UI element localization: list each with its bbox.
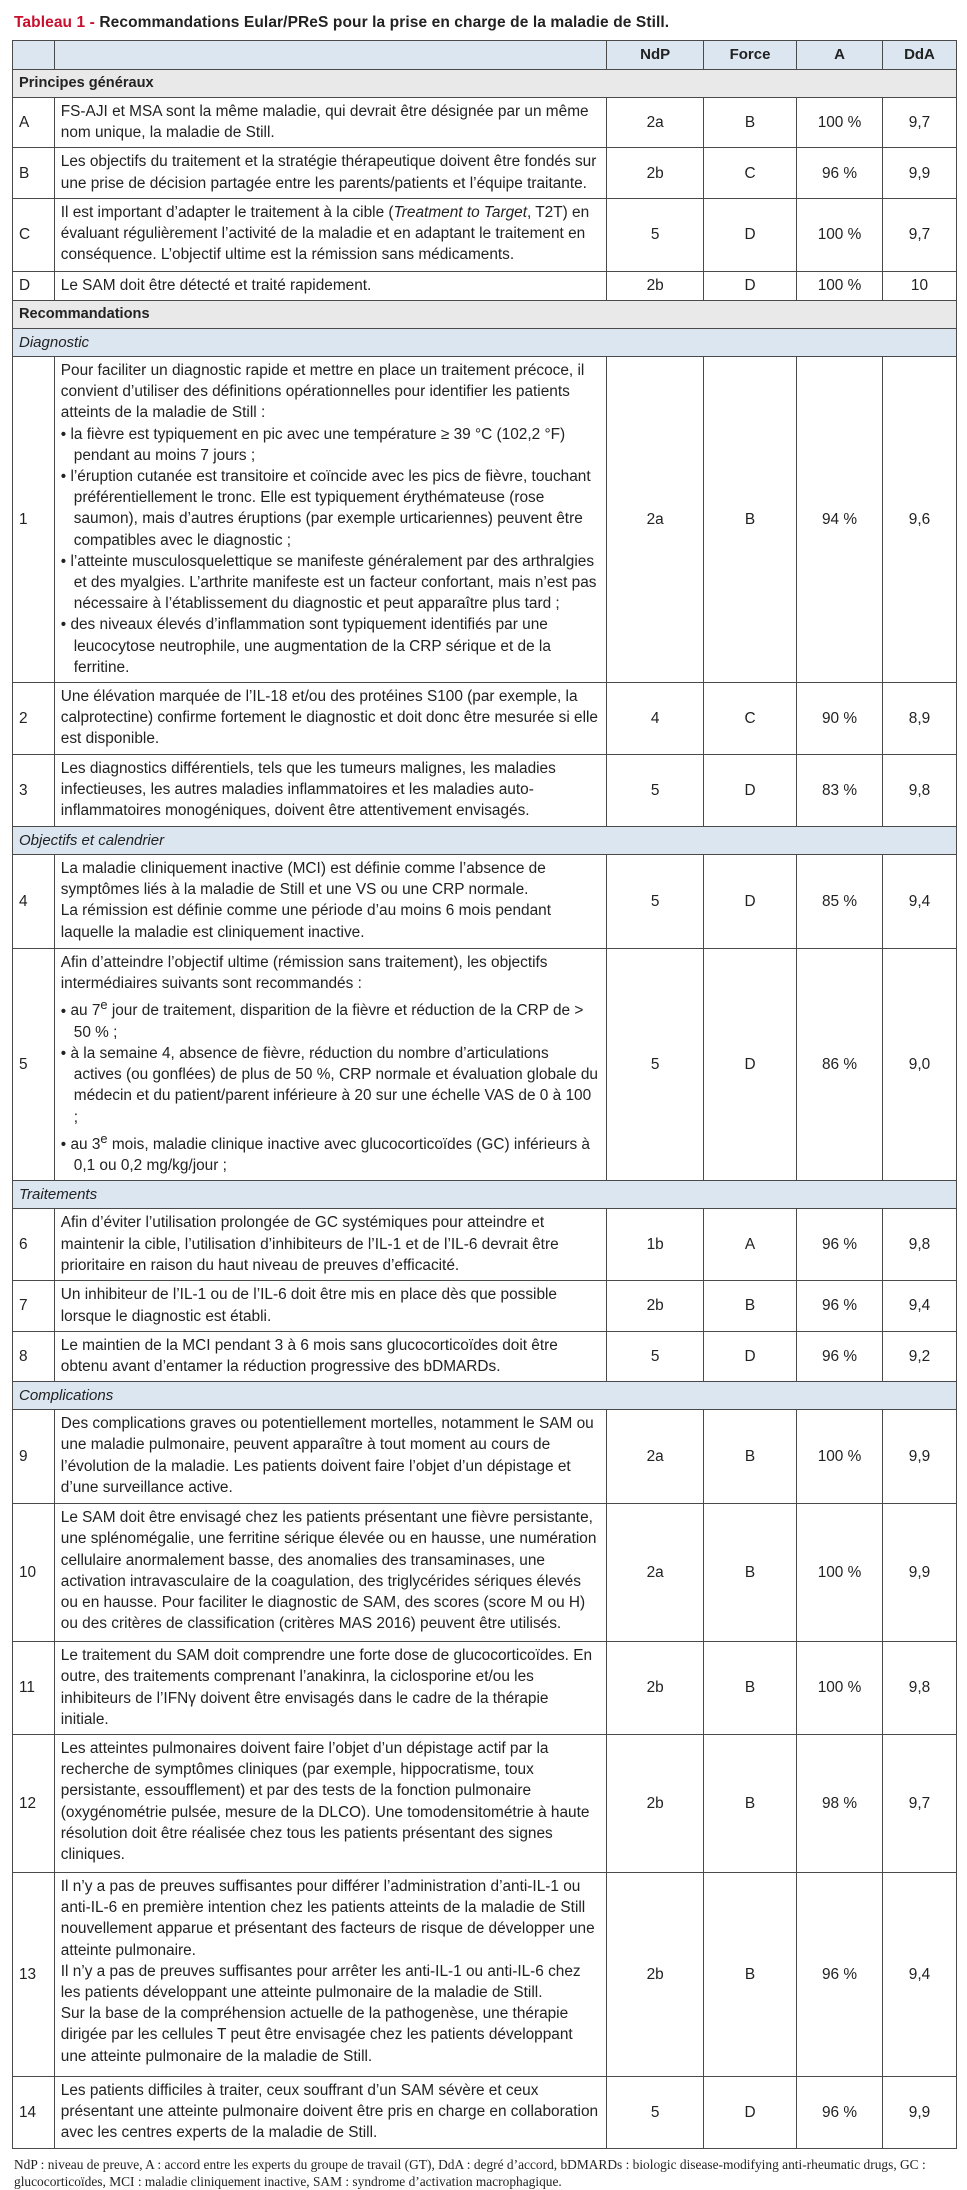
- row-ndp: 2a: [607, 357, 704, 683]
- row-dda: 9,0: [882, 949, 956, 1181]
- row-force: C: [703, 148, 796, 198]
- row-dda: 9,7: [882, 98, 956, 148]
- table-row: [13, 148, 957, 198]
- row-dda: 9,9: [882, 2076, 956, 2148]
- header-ndp: NdP: [607, 41, 704, 70]
- row-text: [54, 1734, 607, 1872]
- row-a: 100 %: [797, 98, 883, 148]
- row-id: 7: [13, 1281, 55, 1331]
- superscript: e: [100, 1130, 108, 1146]
- row-force: D: [703, 2076, 796, 2148]
- row-ndp: 5: [607, 949, 704, 1181]
- row-id: D: [13, 271, 55, 300]
- row-dda: 9,7: [882, 198, 956, 271]
- row-a: 96 %: [797, 1872, 883, 2076]
- row-text: [54, 1872, 607, 2076]
- text-segment: au 7: [70, 1002, 101, 1020]
- row-id: 8: [13, 1331, 55, 1381]
- table-footnote: NdP : niveau de preuve, A : accord entre les experts du groupe de travail (GT), DdA : degré d’accord, bDMARDs : biologic disease-modifying anti-rheumatic drugs, GC : glucocorticoïdes, MCI : maladie cliniquement inactive, SAM : syndrome d’activation macrophagique.: [14, 2156, 926, 2189]
- row-id: 12: [13, 1734, 55, 1872]
- subsection-row: [13, 1181, 957, 1209]
- row-ndp: 2b: [607, 271, 704, 300]
- bullet-item: • la fièvre est typiquement en pic avec une température ≥ 39 °C (102,2 °F) pendant au moins 7 jours ;: [61, 424, 599, 466]
- row-a: 100 %: [797, 198, 883, 271]
- row-ndp: 1b: [607, 1209, 704, 1281]
- row-dda: 9,4: [882, 855, 956, 949]
- subsection-diagnostic: Diagnostic: [13, 329, 957, 357]
- text-line: Des complications graves ou potentiellement mortelles, notamment le SAM ou une maladie pulmonaire, peuvent apparaître à tout moment au cours de l’évolution de la maladie. Les patients doivent faire l’objet d’un dépistage et d’une surveillance active.: [60, 1415, 594, 1496]
- text-line: La rémission est définie comme une période d’au moins 6 mois pendant laquelle la maladie est cliniquement inactive.: [60, 902, 551, 941]
- row-ndp: 5: [607, 198, 704, 271]
- text-line: Les diagnostics différentiels, tels que les tumeurs malignes, les maladies infectieuses, les autres maladies inflammatoires et les maladies auto-inflammatoires monogéniques, doivent être attentivement envisagés.: [60, 760, 556, 820]
- table-row: [13, 357, 957, 683]
- table-title: [14, 14, 957, 32]
- row-text: [54, 1281, 607, 1331]
- superscript: e: [100, 997, 108, 1013]
- row-dda: 10: [882, 271, 956, 300]
- table-row: [13, 1734, 957, 1872]
- row-a: 96 %: [797, 1209, 883, 1281]
- text-line: Le SAM doit être envisagé chez les patients présentant une fièvre persistante, une splénomégalie, une ferritine sérique élevée ou en hausse, une numération cellulaire anormalement basse, des anomalies des transaminases, une activation intravasculaire de la coagulation, des triglycérides sériques élevés ou en hausse. Pour faciliter le diagnostic de SAM, des scores (score M ou H) ou des critères de classification (critères MAS 2016) peuvent être utilisés.: [60, 1509, 597, 1633]
- row-ndp: 2b: [607, 1642, 704, 1735]
- text-line: Il n’y a pas de preuves suffisantes pour arrêter les anti-IL-1 ou anti-IL-6 chez les patients développant une atteinte pulmonaire de la maladie de Still.: [60, 1962, 581, 2001]
- text-segment: jour de traitement, disparition de la fièvre et réduction de la CRP de > 50 % ;: [73, 1002, 584, 1041]
- text-emphasis: Treatment to Target: [393, 203, 527, 221]
- row-dda: 9,4: [882, 1281, 956, 1331]
- text-line: Un inhibiteur de l’IL-1 ou de l’IL-6 doit être mis en place dès que possible lorsque le diagnostic est établi.: [60, 1286, 557, 1325]
- row-id: 4: [13, 855, 55, 949]
- row-force: B: [703, 1504, 796, 1642]
- text-line: Le maintien de la MCI pendant 3 à 6 mois sans glucocorticoïdes doit être obtenu avant d’entamer la réduction progressive des bDMARDs.: [60, 1336, 558, 1375]
- row-id: 14: [13, 2076, 55, 2148]
- table-row: [13, 683, 957, 755]
- row-a: 100 %: [797, 1410, 883, 1504]
- row-dda: 9,9: [882, 1410, 956, 1504]
- row-a: 96 %: [797, 2076, 883, 2148]
- text-intro: Pour faciliter un diagnostic rapide et mettre en place un traitement précoce, il convient d’utiliser des définitions opérationnelles pour identifier les patients atteints de la maladie de Still :: [60, 362, 585, 422]
- row-force: A: [703, 1209, 796, 1281]
- table-row: [13, 1281, 957, 1331]
- row-id: C: [13, 198, 55, 271]
- row-id: 10: [13, 1504, 55, 1642]
- row-text: [54, 271, 607, 300]
- section-recommandations: Recommandations: [13, 301, 957, 329]
- text-line: Les atteintes pulmonaires doivent faire l’objet d’un dépistage actif par la recherche de symptômes cliniques (par exemple, hippocratisme, toux persistante, essoufflement) et par des tests de la fonction pulmonaire (oxygénométrie pulsée, mesure de la DLCO). Une tomodensitométrie à haute résolution doit être réalisée chez tous les patients présentant des signes cliniques.: [60, 1739, 590, 1863]
- header-col-id: [13, 41, 55, 70]
- row-force: B: [703, 1410, 796, 1504]
- row-dda: 8,9: [882, 683, 956, 755]
- table-row: [13, 1504, 957, 1642]
- subsection-complications: Complications: [13, 1382, 957, 1410]
- row-text: [54, 1504, 607, 1642]
- section-principes: Principes généraux: [13, 70, 957, 98]
- table-row: [13, 1872, 957, 2076]
- row-text: [54, 855, 607, 949]
- row-ndp: 2b: [607, 1734, 704, 1872]
- row-a: 90 %: [797, 683, 883, 755]
- row-dda: 9,9: [882, 1504, 956, 1642]
- subsection-objectifs: Objectifs et calendrier: [13, 827, 957, 855]
- row-force: D: [703, 755, 796, 827]
- table-row: [13, 855, 957, 949]
- row-a: 96 %: [797, 1331, 883, 1381]
- row-id: A: [13, 98, 55, 148]
- row-dda: 9,8: [882, 1642, 956, 1735]
- subsection-row: [13, 329, 957, 357]
- row-id: 13: [13, 1872, 55, 2076]
- text-line: La maladie cliniquement inactive (MCI) est définie comme l’absence de symptômes liés à la maladie de Still et une VS ou une CRP normale.: [60, 860, 546, 899]
- row-force: B: [703, 98, 796, 148]
- row-ndp: 2b: [607, 1281, 704, 1331]
- section-row: [13, 70, 957, 98]
- row-a: 98 %: [797, 1734, 883, 1872]
- text-segment: au 3: [70, 1135, 101, 1153]
- row-dda: 9,8: [882, 755, 956, 827]
- row-dda: 9,9: [882, 148, 956, 198]
- table-header-row: [13, 41, 957, 70]
- row-a: 86 %: [797, 949, 883, 1181]
- text-line: [61, 202, 599, 266]
- row-text: [54, 949, 607, 1181]
- table-row: [13, 1331, 957, 1381]
- row-force: D: [703, 198, 796, 271]
- row-text: [54, 148, 607, 198]
- row-text: [54, 2076, 607, 2148]
- row-text: [54, 1410, 607, 1504]
- header-force: Force: [703, 41, 796, 70]
- row-ndp: 2a: [607, 1410, 704, 1504]
- row-a: 85 %: [797, 855, 883, 949]
- row-text: [54, 1642, 607, 1735]
- row-a: 96 %: [797, 1281, 883, 1331]
- text-line: Les patients difficiles à traiter, ceux souffrant d’un SAM sévère et ceux présentant une atteinte pulmonaire doivent être pris en charge en collaboration avec les centres experts de la maladie de Still.: [60, 2081, 599, 2142]
- row-id: 2: [13, 683, 55, 755]
- table-title-text: Recommandations Eular/PReS pour la prise en charge de la maladie de Still.: [94, 14, 670, 31]
- row-ndp: 5: [607, 755, 704, 827]
- row-ndp: 2b: [607, 148, 704, 198]
- table-row: [13, 1642, 957, 1735]
- row-force: D: [703, 1331, 796, 1381]
- text-intro: Afin d’atteindre l’objectif ultime (rémission sans traitement), les objectifs intermédiaires suivants sont recommandés :: [60, 954, 548, 993]
- row-text: [54, 683, 607, 755]
- row-id: B: [13, 148, 55, 198]
- row-ndp: 2a: [607, 98, 704, 148]
- row-a: 100 %: [797, 271, 883, 300]
- section-row: [13, 301, 957, 329]
- text-line: Les objectifs du traitement et la stratégie thérapeutique doivent être fondés sur une prise de décision partagée entre les parents/patients et l’équipe traitante.: [60, 153, 597, 192]
- row-text: [54, 755, 607, 827]
- row-a: 100 %: [797, 1642, 883, 1735]
- row-id: 1: [13, 357, 55, 683]
- text-line: Afin d’éviter l’utilisation prolongée de GC systémiques pour atteindre et maintenir la cible, l’utilisation d’inhibiteurs de l’IL-1 et de l’IL-6 devrait être prioritaire en raison du haut niveau de preuves d’efficacité.: [60, 1214, 559, 1274]
- row-id: 6: [13, 1209, 55, 1281]
- table-row: [13, 98, 957, 148]
- text-line: Le traitement du SAM doit comprendre une forte dose de glucocorticoïdes. En outre, des traitements comprenant l’anakinra, la ciclosporine et/ou les inhibiteurs de l’IFNγ doivent être envisagés dans le cadre de la thérapie initiale.: [60, 1647, 593, 1728]
- row-dda: 9,2: [882, 1331, 956, 1381]
- row-force: B: [703, 1642, 796, 1735]
- text-line: Sur la base de la compréhension actuelle de la pathogenèse, une thérapie dirigée par les cellules T peut être envisagée chez les patients développant une atteinte pulmonaire de la maladie de Still.: [60, 2005, 573, 2065]
- row-ndp: 2b: [607, 1872, 704, 2076]
- row-a: 96 %: [797, 148, 883, 198]
- row-text: [54, 357, 607, 683]
- table-row: [13, 2076, 957, 2148]
- row-dda: 9,4: [882, 1872, 956, 2076]
- text-line: Le SAM doit être détecté et traité rapidement.: [60, 276, 372, 294]
- table-row: [13, 949, 957, 1181]
- header-a: A: [797, 41, 883, 70]
- row-ndp: 2a: [607, 1504, 704, 1642]
- table-row: [13, 1209, 957, 1281]
- row-id: 5: [13, 949, 55, 1181]
- row-a: 83 %: [797, 755, 883, 827]
- row-text: [54, 1331, 607, 1381]
- row-force: D: [703, 855, 796, 949]
- bullet-item: [61, 1128, 599, 1177]
- row-force: C: [703, 683, 796, 755]
- header-col-text: [54, 41, 607, 70]
- row-a: 100 %: [797, 1504, 883, 1642]
- subsection-row: [13, 827, 957, 855]
- row-force: B: [703, 1281, 796, 1331]
- row-text: [54, 1209, 607, 1281]
- text-segment: , T2T) en évaluant régulièrement l’activité de la maladie et en adaptant le traitement en conséquence. L’objectif ultime est la rémission sans médicaments.: [60, 203, 590, 264]
- subsection-row: [13, 1382, 957, 1410]
- bullet-item: • des niveaux élevés d’inflammation sont typiquement identifiés par une leucocytose neutrophile, une augmentation de la CRP sérique et de la ferritine.: [61, 614, 599, 678]
- row-dda: 9,7: [882, 1734, 956, 1872]
- text-line: Une élévation marquée de l’IL-18 et/ou des protéines S100 (par exemple, la calprotectine) confirme fortement le diagnostic et doit donc être mesurée si elle est disponible.: [60, 688, 598, 748]
- row-id: 11: [13, 1642, 55, 1735]
- table-row: [13, 271, 957, 300]
- table-row: [13, 1410, 957, 1504]
- bullet-item: • à la semaine 4, absence de fièvre, réduction du nombre d’articulations actives (ou gonflées) de plus de 50 %, CRP normale et évaluation globale du médecin et du patient/parent inférieure à 20 sur une échelle VAS de 0 à 100 ;: [61, 1043, 599, 1128]
- recommendations-table: [12, 40, 957, 2149]
- row-force: D: [703, 271, 796, 300]
- row-force: B: [703, 1734, 796, 1872]
- row-ndp: 5: [607, 1331, 704, 1381]
- text-line: FS-AJI et MSA sont la même maladie, qui devrait être désignée par un même nom unique, la maladie de Still.: [60, 103, 589, 142]
- bullet-item: [61, 994, 599, 1043]
- row-id: 3: [13, 755, 55, 827]
- row-text: [54, 98, 607, 148]
- row-dda: 9,6: [882, 357, 956, 683]
- table-row: [13, 755, 957, 827]
- row-text: [54, 198, 607, 271]
- row-ndp: 4: [607, 683, 704, 755]
- row-force: B: [703, 357, 796, 683]
- bullet-item: • l’éruption cutanée est transitoire et coïncide avec les pics de fièvre, touchant préférentiellement le tronc. Elle est typiquement érythémateuse (rose saumon), mais d’autres éruptions (par exemple urticariennes) peuvent être compatibles avec le diagnostic ;: [61, 466, 599, 551]
- header-dda: DdA: [882, 41, 956, 70]
- row-force: D: [703, 949, 796, 1181]
- table-label: Tableau 1 -: [14, 14, 95, 31]
- row-id: 9: [13, 1410, 55, 1504]
- table-row: [13, 198, 957, 271]
- text-line: Il n’y a pas de preuves suffisantes pour différer l’administration d’anti-IL-1 ou anti-IL-6 en première intention chez les patients atteints de la maladie de Still nouvellement apparue et présentant des facteurs de risque de développer une atteinte pulmonaire.: [60, 1877, 595, 1959]
- row-force: B: [703, 1872, 796, 2076]
- row-ndp: 5: [607, 2076, 704, 2148]
- bullet-item: • l’atteinte musculosquelettique se manifeste généralement par des arthralgies et des myalgies. L’arthrite manifeste est un facteur confortant, mais n’est pas nécessaire à l’établissement du diagnostic et peut apparaître plus tard ;: [61, 551, 599, 615]
- text-segment: mois, maladie clinique inactive avec glucocorticoïdes (GC) inférieurs à 0,1 ou 0,2 mg/kg/jour ;: [73, 1135, 590, 1175]
- subsection-traitements: Traitements: [13, 1181, 957, 1209]
- text-segment: Il est important d’adapter le traitement à la cible (: [60, 203, 394, 221]
- row-ndp: 5: [607, 855, 704, 949]
- row-dda: 9,8: [882, 1209, 956, 1281]
- row-a: 94 %: [797, 357, 883, 683]
